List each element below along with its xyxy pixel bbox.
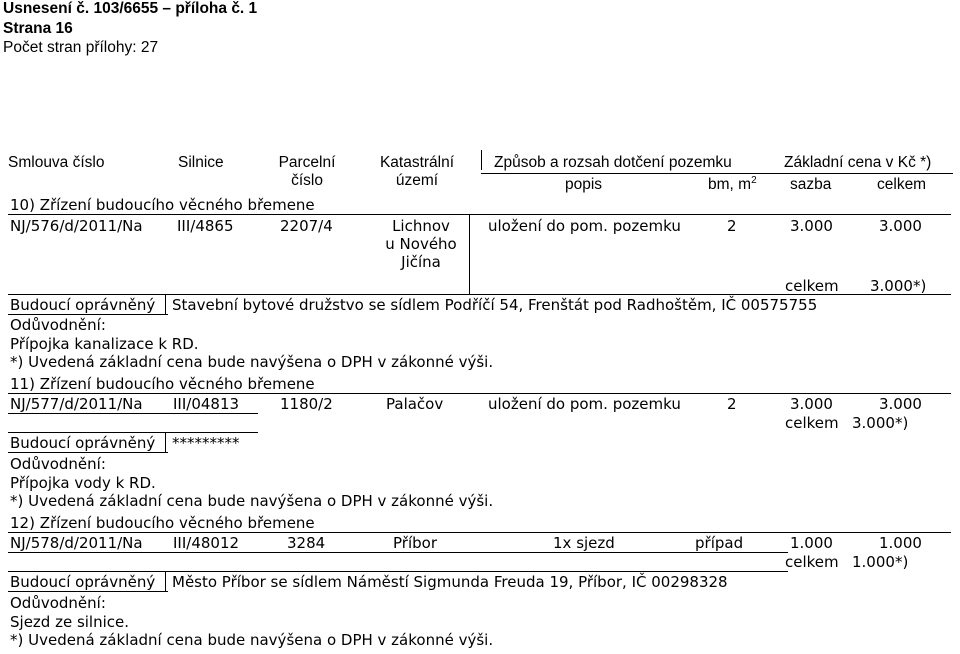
sum-value: 1.000*) <box>852 553 909 571</box>
vat-note: *) Uvedená základní cena bude navýšena o DPH v zákonné výši. <box>10 353 494 371</box>
row-underline <box>8 552 788 553</box>
section-divider <box>8 532 951 533</box>
column-header-cadastral-area <box>370 154 464 190</box>
beneficiary-underline <box>8 452 168 453</box>
section-divider <box>8 294 951 295</box>
column-header-description: popis <box>565 176 603 193</box>
column-header-contract: Smlouva číslo <box>8 154 105 171</box>
road-number: III/4865 <box>177 217 234 235</box>
reason-text: Přípojka kanalizace k RD. <box>10 335 199 353</box>
reason-label: Odůvodnění: <box>10 316 106 334</box>
column-header-total: celkem <box>877 176 927 193</box>
extent-description: uložení do pom. pozemku <box>488 217 681 235</box>
beneficiary-value: Stavební bytové družstvo se sídlem Podříčí 54, Frenštát pod Radhoštěm, IČ 00575755 <box>172 296 818 314</box>
column-header-rate: sazba <box>790 176 832 193</box>
vat-note: *) Uvedená základní cena bude navýšena o DPH v zákonné výši. <box>10 631 494 649</box>
section-divider <box>8 214 951 215</box>
column-header-unit-superscript: 2 <box>751 174 757 186</box>
document-resolution-title: Usnesení č. 103/6655 – příloha č. 1 <box>3 0 258 17</box>
column-header-road: Silnice <box>178 154 224 171</box>
sum-label: celkem <box>785 553 839 571</box>
sum-label: celkem <box>785 414 839 432</box>
vat-note: *) Uvedená základní cena bude navýšena o DPH v zákonné výši. <box>10 492 494 510</box>
column-header-cadastral-line2: území <box>395 172 439 189</box>
cadastral-area-line: u Nového <box>385 235 457 253</box>
row-underline <box>8 413 258 414</box>
extent-description: uložení do pom. pozemku <box>488 395 681 413</box>
reason-text: Přípojka vody k RD. <box>10 474 156 492</box>
cadastral-area-line: Lichnov <box>392 217 450 235</box>
beneficiary-divider <box>165 571 166 591</box>
quantity: případ <box>695 534 744 552</box>
section-divider <box>8 393 951 394</box>
reason-label: Odůvodnění: <box>10 594 106 612</box>
sum-value: 3.000*) <box>852 414 909 432</box>
cadastral-area <box>375 217 467 271</box>
beneficiary-label: Budoucí oprávněný <box>10 296 156 314</box>
quantity: 2 <box>727 395 737 413</box>
reason-label: Odůvodnění: <box>10 455 106 473</box>
cadastral-area: Příbor <box>393 534 437 552</box>
reason-text: Sjezd ze silnice. <box>10 613 130 631</box>
beneficiary-label: Budoucí oprávněný <box>10 434 156 452</box>
parcel-number: 1180/2 <box>280 395 333 413</box>
beneficiary-value: ********* <box>172 434 240 452</box>
road-number: III/04813 <box>173 395 240 413</box>
page-count: Počet stran přílohy: 27 <box>3 39 159 56</box>
column-header-cadastral-line1: Katastrální <box>379 154 455 171</box>
column-header-parcel-line1: Parcelní <box>278 154 336 171</box>
header-subdivider <box>481 173 953 174</box>
contract-number: NJ/576/d/2011/Na <box>10 217 143 235</box>
parcel-number: 3284 <box>287 534 326 552</box>
total-value: 3.000 <box>879 217 922 235</box>
rate-value: 3.000 <box>790 395 833 413</box>
column-header-unit-label: bm, m <box>708 176 752 193</box>
column-header-parcel <box>270 154 344 190</box>
column-header-unit <box>708 176 757 194</box>
extent-description: 1x sjezd <box>553 534 615 552</box>
sum-label: celkem <box>785 277 839 295</box>
beneficiary-underline <box>8 314 168 315</box>
section-heading: 10) Zřízení budoucího věcného břemene <box>10 196 315 214</box>
section-heading: 12) Zřízení budoucího věcného břemene <box>10 514 315 532</box>
rate-value: 3.000 <box>790 217 833 235</box>
header-column-divider <box>481 150 482 170</box>
total-value: 1.000 <box>879 534 922 552</box>
beneficiary-topline <box>8 571 788 572</box>
section-heading: 11) Zřízení budoucího věcného břemene <box>10 375 315 393</box>
total-value: 3.000 <box>879 395 922 413</box>
beneficiary-label: Budoucí oprávněný <box>10 573 156 591</box>
cadastral-area: Palačov <box>386 395 444 413</box>
road-number: III/48012 <box>173 534 240 552</box>
beneficiary-divider <box>165 432 166 452</box>
parcel-number: 2207/4 <box>280 217 333 235</box>
beneficiary-underline <box>8 591 168 592</box>
sum-value: 3.000*) <box>870 277 927 295</box>
cadastral-area-line: Jičína <box>401 253 441 271</box>
beneficiary-topline <box>8 432 258 433</box>
row-column-divider <box>469 214 470 294</box>
column-header-base-price: Základní cena v Kč *) <box>784 154 932 171</box>
column-header-parcel-line2: číslo <box>291 172 323 189</box>
contract-number: NJ/577/d/2011/Na <box>10 395 143 413</box>
rate-value: 1.000 <box>790 534 833 552</box>
contract-number: NJ/578/d/2011/Na <box>10 534 143 552</box>
page-number: Strana 16 <box>3 20 73 37</box>
column-header-extent: Způsob a rozsah dotčení pozemku <box>494 154 732 171</box>
beneficiary-divider <box>165 294 166 314</box>
beneficiary-value: Město Příbor se sídlem Náměstí Sigmunda Freuda 19, Příbor, IČ 00298328 <box>172 573 728 591</box>
quantity: 2 <box>727 217 737 235</box>
